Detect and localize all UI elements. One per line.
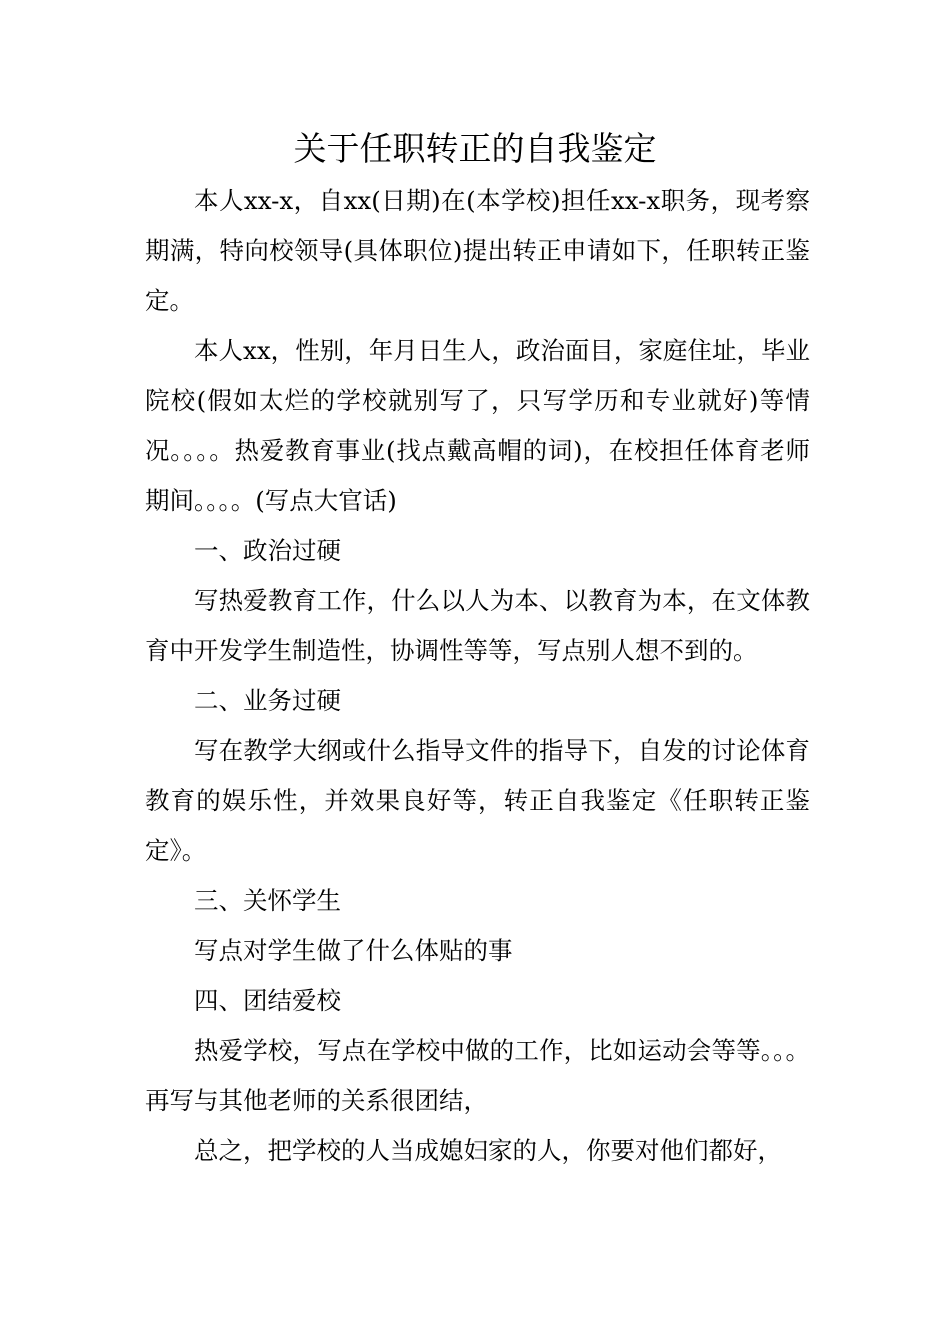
- section-heading-political: 一、政治过硬: [194, 536, 341, 565]
- paragraph-care-students: 写点对学生做了什么体贴的事: [194, 936, 513, 965]
- section-heading-unity: 四、团结爱校: [194, 986, 341, 1015]
- paragraph-conclusion: 总之，把学校的人当成媳妇家的人，你要对他们都好，: [194, 1136, 782, 1165]
- paragraph-unity: 热爱学校，写点在学校中做的工作，比如运动会等等。。。再写与其他老师的关系很团结，: [145, 1036, 810, 1115]
- paragraph-intro: 本人xx-x，自xx(日期)在(本学校)担任xx-x职务，现考察期满，特向校领导(具体职位)提出转正申请如下，任职转正鉴定。: [145, 186, 810, 315]
- document-body: [145, 176, 810, 1176]
- document-title: 关于任职转正的自我鉴定: [293, 129, 657, 168]
- paragraph-personal-info: 本人xx，性别，年月日生人，政治面目，家庭住址，毕业院校(假如太烂的学校就别写了，只写学历和专业就好)等情况。。。。热爱教育事业(找点戴高帽的词)，在校担任体育老师期间。。。。(写点大官话): [145, 336, 810, 515]
- section-heading-care-students: 三、关怀学生: [194, 886, 341, 915]
- section-heading-business: 二、业务过硬: [194, 686, 341, 715]
- paragraph-political: 写热爱教育工作，什么以人为本、以教育为本，在文体教育中开发学生制造性，协调性等等，写点别人想不到的。: [145, 586, 810, 665]
- paragraph-business: 写在教学大纲或什么指导文件的指导下，自发的讨论体育教育的娱乐性，并效果良好等，转正自我鉴定《任职转正鉴定》。: [145, 736, 810, 865]
